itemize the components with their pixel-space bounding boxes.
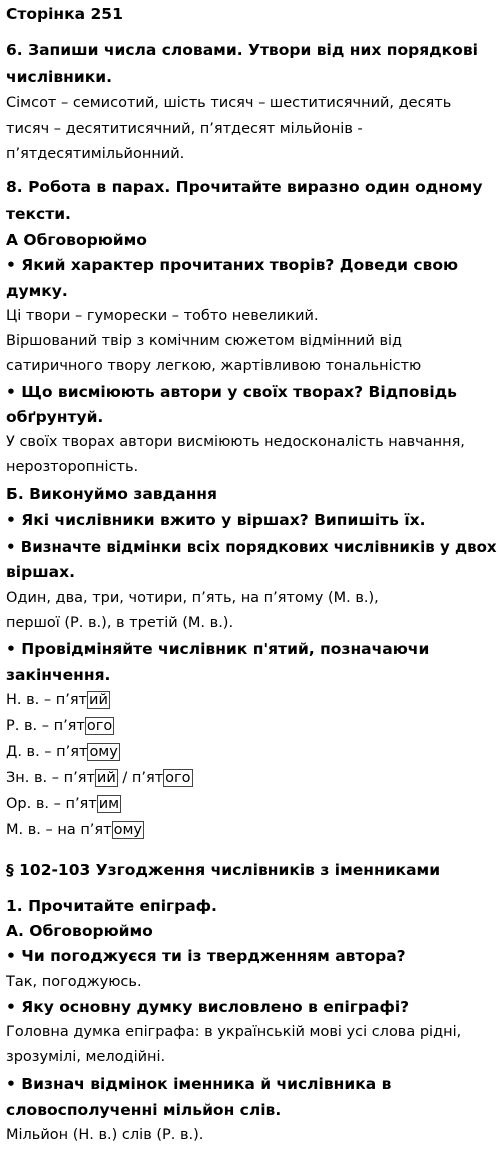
declension-separator: / п’ят (117, 770, 164, 786)
question: • Який характер прочитаних творів? Доведи свою (6, 256, 459, 274)
question: • Визначте відмінки всіх порядкових числівників у двох (6, 538, 497, 556)
ending-box: ий (96, 770, 116, 786)
question: закінчення. (6, 666, 111, 684)
task6-heading: 6. Запиши числа словами. Утвори від них порядкові (6, 41, 478, 59)
answer: Віршований твір з комічним сюжетом відмінний від (6, 333, 403, 349)
ending-box: им (98, 796, 120, 812)
answer: нерозторопність. (6, 459, 139, 475)
ending-box: ому (89, 744, 118, 760)
answer: зрозумілі, мелодійні. (6, 1049, 166, 1065)
question: віршах. (6, 563, 76, 581)
declension-stem: Р. в. – п’ят (6, 718, 85, 734)
answer: Один, два, три, чотири, п’ять, на п’ятому (М. в.), (6, 590, 379, 606)
question: • Що висміюють автори у своїх творах? Відповідь (6, 383, 457, 401)
declension-row-accusative (6, 767, 193, 789)
task8-heading: тексти. (6, 205, 71, 223)
answer: сатиричного твору легкою, жартівливою тональністю (6, 358, 422, 374)
task6-heading: числівники. (6, 68, 113, 86)
page-title: Сторінка 251 (6, 5, 123, 23)
ending-box: ий (89, 692, 108, 708)
answer: першої (Р. в.), в третій (М. в.). (6, 615, 234, 631)
answer: Головна думка епіграфа: в українській мові усі слова рідні, (6, 1024, 462, 1040)
section-a-heading: А Обговорюймо (6, 231, 147, 249)
question: словосполученні мільйон слів. (6, 1101, 282, 1119)
ending-box: ого (165, 770, 191, 786)
question: • Визнач відмінок іменника й числівника в (6, 1075, 392, 1093)
task6-answer: Сімсот – семисотий, шість тисяч – шеститисячний, десять (6, 95, 452, 111)
question: • Провідміняйте числівник п'ятий, позначаючи (6, 640, 430, 658)
task6-answer: п’ятдесятимільйонний. (6, 146, 185, 162)
question: • Яку основну думку висловлено в епіграфі? (6, 998, 410, 1016)
section-b-heading: Б. Виконуймо завдання (6, 485, 217, 503)
declension-stem: Зн. в. – п’ят (6, 770, 95, 786)
declension-row-dative (6, 741, 120, 763)
ending-box: ому (113, 822, 142, 838)
answer: У своїх творах автори висміюють недосконалість навчання, (6, 434, 465, 450)
declension-stem: Ор. в. – п’ят (6, 796, 97, 812)
question: • Які числівники вжито у віршах? Випишіть їх. (6, 511, 426, 529)
question: обґрунтуй. (6, 408, 104, 426)
declension-stem: Д. в. – п’ят (6, 744, 88, 760)
declension-row-nominative (6, 689, 110, 711)
answer: Так, погоджуюсь. (6, 974, 142, 990)
question: • Чи погоджуєся ти із твердженням автора? (6, 947, 406, 965)
section-title: § 102-103 Узгодження числівників з іменниками (6, 861, 441, 879)
answer: Ці твори – гуморески – тобто невеликий. (6, 308, 319, 324)
task6-answer: тисяч – десятитисячний, п’ятдесят мільйонів - (6, 121, 363, 137)
declension-stem: М. в. – на п’ят (6, 822, 112, 838)
section-a-heading: А. Обговорюймо (6, 922, 153, 940)
declension-stem: Н. в. – п’ят (6, 692, 88, 708)
question: думку. (6, 282, 68, 300)
task1-heading: 1. Прочитайте епіграф. (6, 897, 217, 915)
declension-row-genitive (6, 715, 114, 737)
declension-row-instrumental (6, 793, 121, 815)
declension-row-locative (6, 819, 144, 841)
task8-heading: 8. Робота в парах. Прочитайте виразно один одному (6, 178, 483, 196)
ending-box: ого (86, 718, 113, 734)
answer: Мільйон (Н. в.) слів (Р. в.). (6, 1127, 204, 1143)
